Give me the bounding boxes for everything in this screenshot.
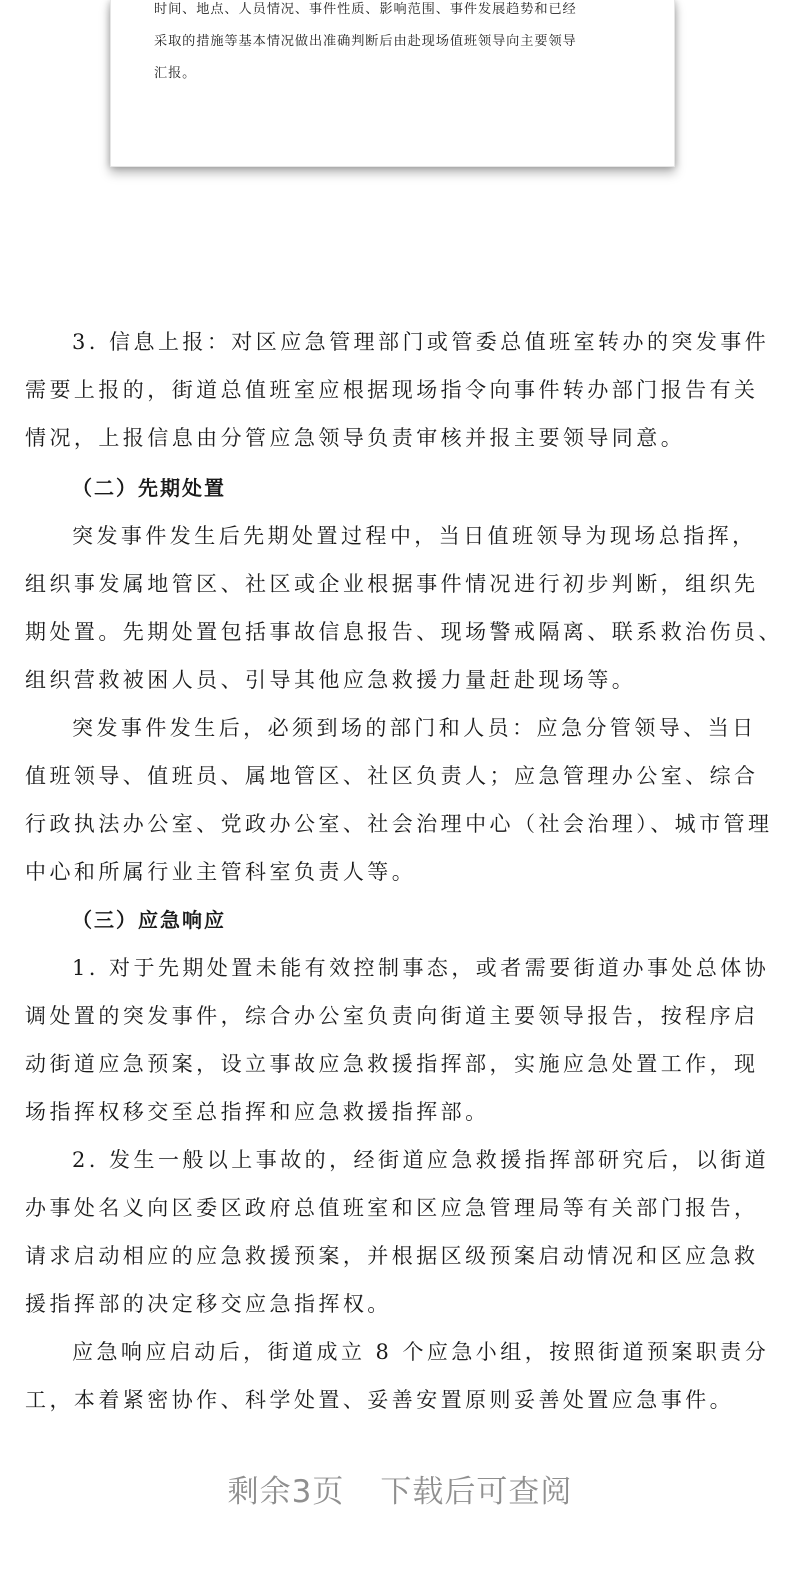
paragraph-line: 应急响应启动后，街道成立 8 个应急小组，按照街道预案职责分 (72, 1340, 770, 1364)
card-text-line: 时间、地点、人员情况、事件性质、影响范围、事件发展趋势和已经 (154, 2, 577, 17)
paragraph-line: 调处置的突发事件，综合办公室负责向街道主要领导报告，按程序启 (25, 1004, 759, 1028)
document-preview-card (110, 0, 675, 167)
paragraph-line: 需要上报的，街道总值班室应根据现场指令向事件转办部门报告有关 (25, 378, 759, 402)
paragraph-line: 动街道应急预案，设立事故应急救援指挥部，实施应急处置工作，现 (25, 1052, 759, 1076)
paragraph-line: 1. 对于先期处置未能有效控制事态，或者需要街道办事处总体协 (72, 956, 770, 980)
paragraph-line: 突发事件发生后先期处置过程中，当日值班领导为现场总指挥， (72, 524, 757, 548)
paragraph-line: 援指挥部的决定移交应急指挥权。 (25, 1292, 392, 1316)
download-prompt[interactable] (0, 1466, 800, 1511)
card-text-line: 汇报。 (154, 66, 197, 81)
paragraph-line: 办事处名义向区委区政府总值班室和区应急管理局等有关部门报告， (25, 1196, 759, 1220)
remaining-pages-label: 剩余3页 (227, 1474, 345, 1510)
paragraph-line: 值班领导、值班员、属地管区、社区负责人；应急管理办公室、综合 (25, 764, 759, 788)
card-text-line: 采取的措施等基本情况做出准确判断后由赴现场值班领导向主要领导 (154, 34, 577, 49)
paragraph-line: 组织事发属地管区、社区或企业根据事件情况进行初步判断，组织先 (25, 572, 759, 596)
section-heading: （三）应急响应 (72, 908, 226, 932)
paragraph-line: 场指挥权移交至总指挥和应急救援指挥部。 (25, 1100, 490, 1124)
paragraph-line: 行政执法办公室、党政办公室、社会治理中心（社会治理）、城市管理 (25, 812, 773, 836)
paragraph-line: 工，本着紧密协作、科学处置、妥善安置原则妥善处置应急事件。 (25, 1388, 735, 1412)
section-heading: （二）先期处置 (72, 476, 226, 500)
paragraph-line: 突发事件发生后，必须到场的部门和人员：应急分管领导、当日 (72, 716, 757, 740)
paragraph-line: 3. 信息上报：对区应急管理部门或管委总值班室转办的突发事件 (72, 330, 770, 354)
download-to-view-label[interactable]: 下载后可查阅 (380, 1474, 573, 1510)
paragraph-line: 2. 发生一般以上事故的，经街道应急救援指挥部研究后，以街道 (72, 1148, 770, 1172)
paragraph-line: 期处置。先期处置包括事故信息报告、现场警戒隔离、联系救治伤员、 (25, 620, 783, 644)
paragraph-line: 情况，上报信息由分管应急领导负责审核并报主要领导同意。 (25, 426, 686, 450)
paragraph-line: 组织营救被困人员、引导其他应急救援力量赶赴现场等。 (25, 668, 637, 692)
paragraph-line: 中心和所属行业主管科室负责人等。 (25, 860, 417, 884)
paragraph-line: 请求启动相应的应急救援预案，并根据区级预案启动情况和区应急救 (25, 1244, 759, 1268)
